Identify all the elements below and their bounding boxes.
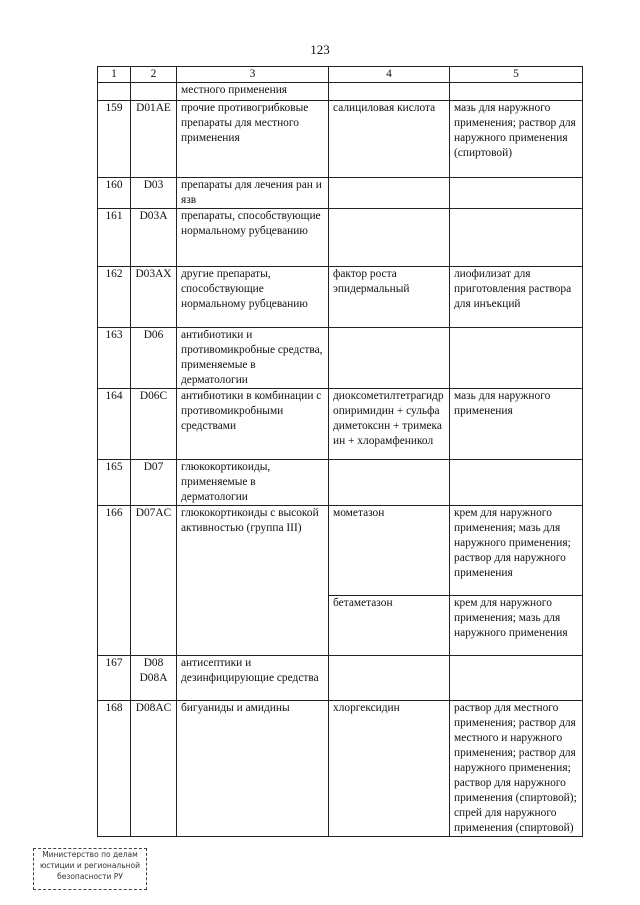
drug-name	[329, 328, 450, 389]
dosage-form: мазь для наружного применения; раствор для наружного применения (спиртовой)	[450, 101, 583, 178]
atc-code: D01AE	[131, 101, 177, 178]
table-row	[98, 83, 583, 101]
stamp-line: безопасности РУ	[57, 872, 123, 881]
col-header-3: 3	[177, 67, 329, 83]
atc-code: D03A	[131, 209, 177, 267]
atc-code: D08	[143, 657, 164, 669]
row-number	[98, 83, 131, 101]
table-row	[98, 328, 583, 389]
table-row	[98, 506, 583, 596]
group-name: антибиотики и противомикробные средства, применяемые в дерматологии	[177, 328, 329, 389]
group-name: бигуаниды и амидины	[177, 701, 329, 837]
table-row	[98, 178, 583, 209]
stamp-line: Министерство по делам	[42, 850, 138, 859]
drug-name: диоксометилтетрагидропиримидин + сульфадиметоксин + тримекаин + хлорамфеникол	[329, 389, 450, 460]
atc-code-sub: D08A	[139, 672, 168, 684]
dosage-form	[450, 178, 583, 209]
drug-name: фактор роста эпидермальный	[329, 267, 450, 328]
drug-name	[329, 656, 450, 701]
dosage-form	[450, 83, 583, 101]
row-number: 159	[98, 101, 131, 178]
row-number: 167	[98, 656, 131, 701]
table-row	[98, 701, 583, 837]
atc-code: D07AC	[131, 506, 177, 656]
dosage-form	[450, 656, 583, 701]
atc-code: D06	[131, 328, 177, 389]
row-number: 165	[98, 460, 131, 506]
dosage-form: мазь для наружного применения	[450, 389, 583, 460]
table-row	[98, 656, 583, 701]
drug-name	[329, 460, 450, 506]
atc-code-group	[131, 656, 177, 701]
dosage-form	[450, 460, 583, 506]
group-name: антисептики и дезинфицирующие средства	[177, 656, 329, 701]
table-row	[98, 101, 583, 178]
col-header-2: 2	[131, 67, 177, 83]
row-number: 163	[98, 328, 131, 389]
dosage-form	[450, 328, 583, 389]
table-row	[98, 389, 583, 460]
table-row	[98, 209, 583, 267]
drug-name: бетаметазон	[329, 596, 450, 656]
atc-code: D03AX	[131, 267, 177, 328]
row-number: 162	[98, 267, 131, 328]
dosage-form: крем для наружного применения; мазь для наружного применения	[450, 596, 583, 656]
stamp-line: юстиции и региональной	[39, 861, 141, 870]
row-number: 164	[98, 389, 131, 460]
drug-name: хлоргексидин	[329, 701, 450, 837]
group-name: глюкокортикоиды, применяемые в дерматологии	[177, 460, 329, 506]
table-row	[98, 460, 583, 506]
drug-name	[329, 83, 450, 101]
drug-table	[97, 66, 583, 837]
atc-code: D06C	[131, 389, 177, 460]
dosage-form	[450, 209, 583, 267]
drug-name	[329, 209, 450, 267]
dosage-form: лиофилизат для приготовления раствора для инъекций	[450, 267, 583, 328]
drug-name	[329, 178, 450, 209]
row-number: 168	[98, 701, 131, 837]
group-name: прочие противогрибковые препараты для местного применения	[177, 101, 329, 178]
dosage-form: раствор для местного применения; раствор для местного и наружного применения; раствор для наружного применения; раствор для наружного применения (спиртовой); спрей для наружного применения (спиртовой)	[450, 701, 583, 837]
col-header-5: 5	[450, 67, 583, 83]
group-name: антибиотики в комбинации с противомикробными средствами	[177, 389, 329, 460]
table-row	[98, 267, 583, 328]
page-number: 123	[310, 42, 330, 57]
atc-code: D08AC	[131, 701, 177, 837]
col-header-1: 1	[98, 67, 131, 83]
row-number: 161	[98, 209, 131, 267]
group-name: препараты для лечения ран и язв	[177, 178, 329, 209]
atc-code	[131, 83, 177, 101]
header-row	[98, 67, 583, 83]
drug-name: мометазон	[329, 506, 450, 596]
group-name: местного применения	[177, 83, 329, 101]
dosage-form: крем для наружного применения; мазь для наружного применения; раствор для наружного применения	[450, 506, 583, 596]
group-name: препараты, способствующие нормальному рубцеванию	[177, 209, 329, 267]
row-number: 166	[98, 506, 131, 656]
row-number: 160	[98, 178, 131, 209]
drug-name: салициловая кислота	[329, 101, 450, 178]
atc-code: D03	[131, 178, 177, 209]
atc-code: D07	[131, 460, 177, 506]
col-header-4: 4	[329, 67, 450, 83]
group-name: глюкокортикоиды с высокой активностью (группа III)	[177, 506, 329, 656]
registration-stamp	[33, 848, 147, 890]
group-name: другие препараты, способствующие нормальному рубцеванию	[177, 267, 329, 328]
